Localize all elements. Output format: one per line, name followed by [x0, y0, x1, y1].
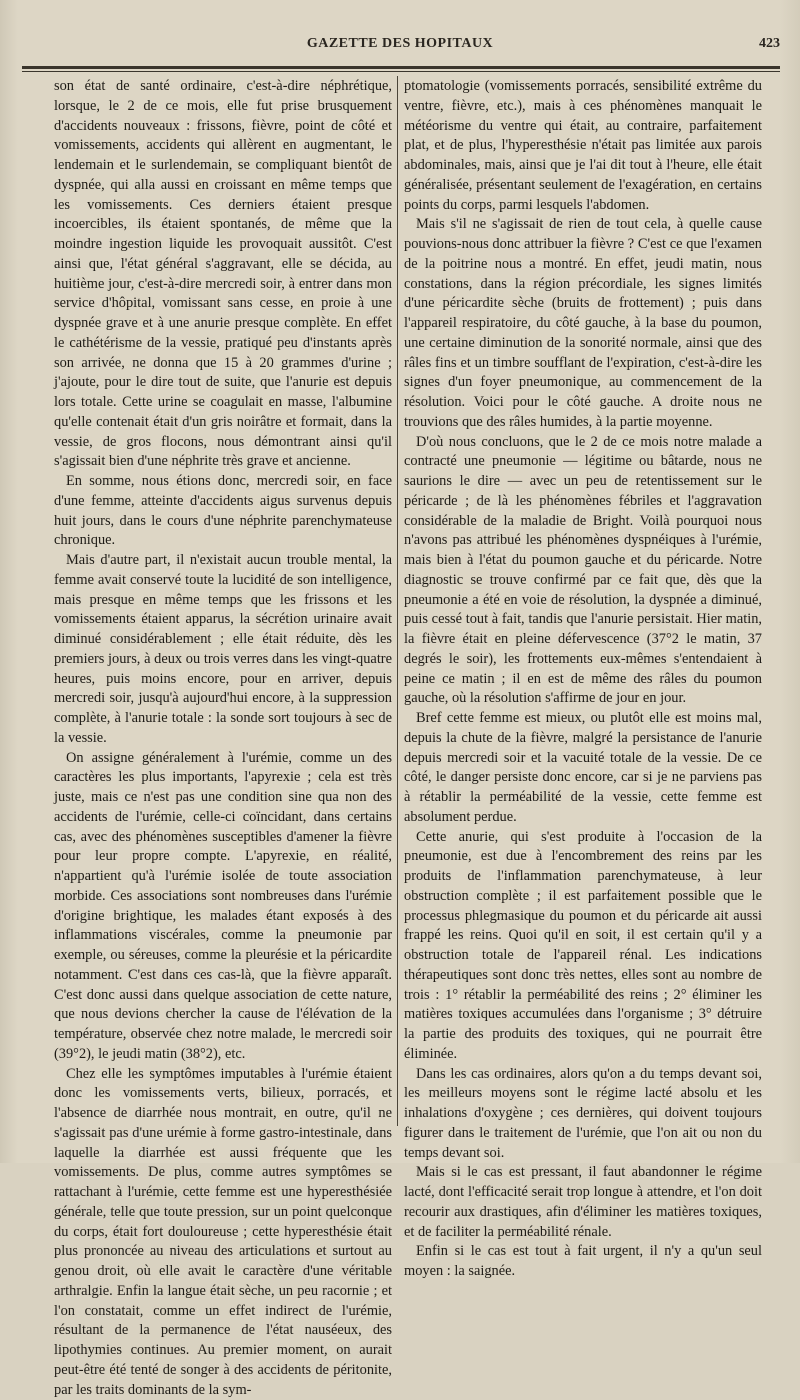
header-rule-thin [22, 71, 780, 72]
running-title: GAZETTE DES HOPITAUX [0, 36, 800, 52]
paragraph: Enfin si le cas est tout à fait urgent, il n'y a qu'un seul moyen : la saignée. [404, 1242, 762, 1282]
paragraph: Dans les cas ordinaires, alors qu'on a du temps devant soi, les meilleurs moyens sont le régime lacté absolu et les inhalations d'oxygène ; ces dernières, qui doivent toujours figurer dans le traitement de l'urémie, que l'on ait ou non du temps devant soi. [404, 1065, 762, 1164]
header-rule [22, 66, 780, 69]
paragraph: Mais d'autre part, il n'existait aucun trouble mental, la femme avait conservé toute la lucidité de son intelligence, mais presque en même temps que les frissons et les vomissements étaient apparus, la sécrétion urinaire avait diminué considérablement ; elle était réduite, dès les premiers jours, à deux ou trois verres dans les vingt-quatre heures, puis moins encore, pour en arriver, depuis mercredi soir, jusqu'à aujourd'hui encore, à la suppression complète, à l'anurie totale : la sonde sort toujours à sec de la vessie. [54, 551, 392, 749]
paragraph: Mais s'il ne s'agissait de rien de tout cela, à quelle cause pouvions-nous donc attribuer la fièvre ? C'est ce que l'examen de la poitrine nous a montré. En effet, jeudi matin, nous constations, dans la région précordiale, les signes limités d'une péricardite sèche (bruits de frottement) ; puis dans l'appareil respiratoire, du côté gauche, à la base du poumon, une certaine diminution de la sonorité normale, ainsi que des râles fins et un timbre soufflant de l'expiration, c'est-à-dire les signes d'un foyer pneumonique, au commencement de la résolution. Voici pour le côté gauche. A droite nous ne trouvions que des râles humides, à la partie moyenne. [404, 215, 762, 432]
paragraph: Bref cette femme est mieux, ou plutôt elle est moins mal, depuis la chute de la fièvre, malgré la persistance de l'anurie depuis mercredi soir et la vacuité totale de la vessie. De ce côté, le danger persiste donc encore, car si je ne parviens pas à rétablir la perméabilité de la vessie, cette femme est absolument perdue. [404, 709, 762, 828]
paragraph: D'où nous concluons, que le 2 de ce mois notre malade a contracté une pneumonie — légitime ou bâtarde, nous ne saurions le dire — avec un peu de retentissement sur le péricarde ; de là les phénomènes fébriles et l'aggravation considérable de la maladie de Bright. Voilà pourquoi nous n'avons pas attribué les phénomènes dyspnéiques à l'urémie, mais bien à l'état du poumon gauche et du péricarde. Notre diagnostic se trouve confirmé par ce fait que, dès que la pneumonie a été en voie de résolution, la dyspnée a diminué, puis cessé tout à fait, tandis que l'anurie persistait. Hier matin, la fièvre était en pleine défervescence (37°2 le matin, 37 degrés le soir), les frottements eux-mêmes s'entendaient à peine ce matin ; il en est de même des râles du poumon gauche, où la résolution s'affirme de jour en jour. [404, 433, 762, 710]
paragraph: On assigne généralement à l'urémie, comme un des caractères les plus importants, l'apyrexie ; cela est très juste, mais ce n'est pas une condition sine qua non des accidents de l'urémie, celle-ci coïncidant, dans certains cas, avec des phénomènes susceptibles d'amener la fièvre pour leur propre compte. L'apyrexie, en réalité, n'appartient qu'à l'urémie isolée de toute association morbide. Ces associations sont nombreuses dans l'urémie d'origine brightique, les malades étant exposés à des inflammations viscérales, comme la pneumonie par exemple, ou séreuses, comme la pleurésie et la péricardite notamment. C'est dans ces cas-là, que la fièvre apparaît. C'est donc aussi dans quelque association de cette nature, que nous devions chercher la cause de l'élévation de la température, observée chez notre malade, le mercredi soir (39°2), le jeudi matin (38°2), etc. [54, 749, 392, 1065]
paragraph: Mais si le cas est pressant, il faut abandonner le régime lacté, dont l'efficacité serait trop longue à attendre, et l'on doit recourir aux drastiques, afin d'éliminer les matières toxiques, et de faciliter la perméabilité rénale. [404, 1163, 762, 1242]
page-number: 423 [759, 36, 780, 52]
paragraph: ptomatologie (vomissements porracés, sensibilité extrême du ventre, fièvre, etc.), mais à ces phénomènes manquait le météorisme du ventre qui était, au contraire, parfaitement plat, et de plus, l'hyperesthésie n'était pas limitée aux parois abdominales, mais, ainsi que je l'ai dit tout à l'heure, elle était généralisée, présentant seulement de l'exagération, en certains points du corps, parmi lesquels l'abdomen. [404, 77, 762, 215]
paragraph: Chez elle les symptômes imputables à l'urémie étaient donc les vomissements verts, bilieux, porracés, et l'absence de diarrhée nous montrait, en outre, qu'il ne s'agissait pas d'une urémie à forme gastro-intestinale, dans laquelle la diarrhée est aussi fréquente que les vomissements. De plus, comme autres symptômes se rattachant à l'urémie, cette femme est une hyperesthésiée générale, telle que toute pression, sur un point quelconque du corps, était fort douloureuse ; cette hyperesthésie était plus prononcée au niveau des articulations et surtout au genou droit, où elle avait le caractère d'une véritable arthralgie. Enfin la langue était sèche, un peu racornie ; et l'on constatait, comme un effet indirect de l'urémie, résultant de la permanence de l'état nauséeux, des lipothymies continues. Au premier moment, on aurait peut-être été tenté de songer à des accidents de péritonite, par les traits dominants de la sym- [54, 1065, 392, 1400]
page-header [0, 36, 800, 56]
paragraph: Cette anurie, qui s'est produite à l'occasion de la pneumonie, est due à l'encombrement des reins par les produits de l'inflammation parenchymateuse, à leur obstruction complète ; il est parfaitement possible que le processus phlegmasique du poumon et du péricarde ait aussi frappé les reins. Quoi qu'il en soit, il est certain qu'il y a obstruction totale de l'appareil rénal. Les indications thérapeutiques sont donc très nettes, elles sont au nombre de trois : 1° rétablir la perméabilité des reins ; 2° éliminer les matières toxiques accumulées dans l'organisme ; 3° détruire la partie des produits des toxiques, qui ne pourrait être éliminée. [404, 828, 762, 1065]
paragraph: son état de santé ordinaire, c'est-à-dire néphrétique, lorsque, le 2 de ce mois, elle fut prise brusquement d'accidents nouveaux : frissons, fièvre, point de côté et vomissements, accidents qui allèrent en augmentant, le lendemain et le surlendemain, se compliquant bientôt de dyspnée, qui alla aussi en croissant en même temps que les vomissements. Ces derniers étaient presque incoercibles, ils étaient spontanés, de même que la moindre ingestion liquide les provoquait aussitôt. C'est ainsi que, l'état général s'aggravant, elle se décida, au huitième jour, c'est-à-dire mercredi soir, à entrer dans mon service d'hôpital, vomissant sans cesse, en proie à une dyspnée grave et à une anurie presque complète. En effet le cathétérisme de la vessie, pratiqué peu d'instants après son arrivée, ne donna que 15 à 20 grammes d'urine ; j'ajoute, pour le dire tout de suite, que l'anurie est depuis lors totale. Cette urine se coagulait en masse, l'albumine qu'elle contenait était d'un gris noirâtre et formait, dans la vessie, de gros flocons, nous démontrant ainsi qu'il s'agissait bien d'une néphrite très grave et ancienne. [54, 77, 392, 472]
right-column [404, 77, 762, 1282]
left-column [54, 77, 392, 1400]
column-divider [397, 76, 398, 1126]
paragraph: En somme, nous étions donc, mercredi soir, en face d'une femme, atteinte d'accidents aigus survenus depuis huit jours, dans le cours d'une néphrite parenchymateuse chronique. [54, 472, 392, 551]
